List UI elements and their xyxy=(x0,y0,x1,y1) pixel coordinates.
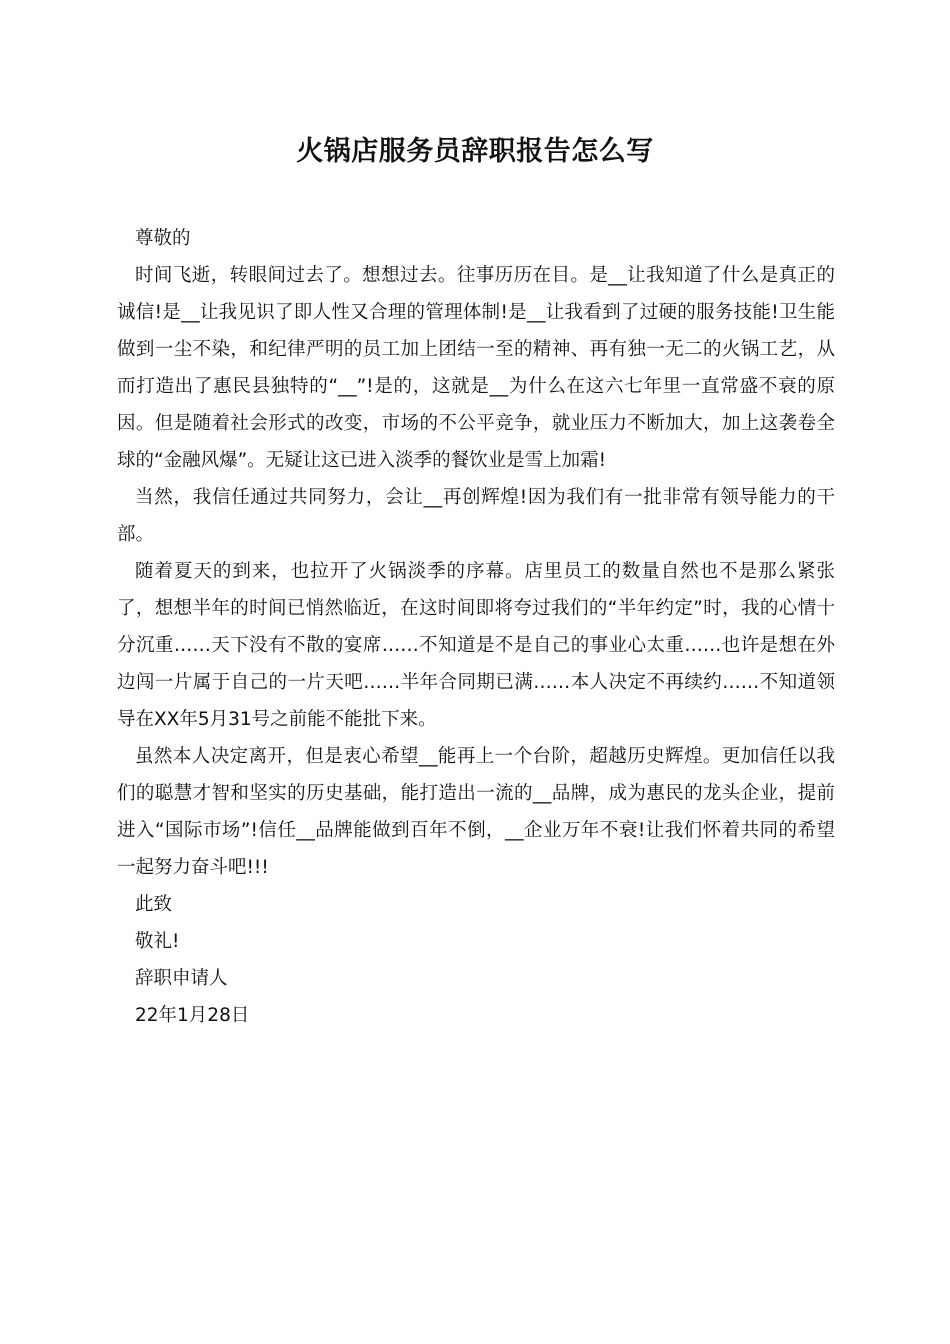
signature-date: 22年1月28日 xyxy=(135,1005,250,1026)
document-body xyxy=(117,220,835,1034)
paragraph-1: 时间飞逝，转眼间过去了。想想过去。往事历历在目。是__让我知道了什么是真正的诚信!是__让我见识了即人性又合理的管理体制!是__让我看到了过硬的服务技能!卫生能做到一尘不染，和纪律严明的员工加上团结一至的精神、再有独一无二的火锅工艺，从而打造出了惠民县独特的“__”!是的，这就是__为什么在这六七年里一直常盛不衰的原因。但是随着社会形式的改变，市场的不公平竞争，就业压力不断加大，加上这袭卷全球的“金融风爆”。无疑让这已进入淡季的餐饮业是雪上加霜! xyxy=(117,265,835,471)
paragraph-4: 虽然本人决定离开，但是衷心希望__能再上一个台阶，超越历史辉煌。更加信任以我们的聪慧才智和坚实的历史基础，能打造出一流的__品牌，成为惠民的龙头企业，提前进入“国际市场”!信任__品牌能做到百年不倒，__企业万年不衰!让我们怀着共同的希望一起努力奋斗吧!!! xyxy=(117,746,835,878)
paragraph-3: 随着夏天的到来，也拉开了火锅淡季的序幕。店里员工的数量自然也不是那么紧张了，想想半年的时间已悄然临近，在这时间即将夸过我们的“半年约定”时，我的心情十分沉重……天下没有不散的宴席……不知道是不是自己的事业心太重……也许是想在外边闯一片属于自己的一片天吧……半年合同期已满……本人决定不再续约……不知道领导在XX年5月31号之前能不能批下来。 xyxy=(117,561,835,730)
paragraph-2: 当然，我信任通过共同努力，会让__再创辉煌!因为我们有一批非常有领导能力的干部。 xyxy=(117,487,835,545)
signer-label: 辞职申请人 xyxy=(135,968,228,989)
closing-respectfully: 此致 xyxy=(135,894,173,915)
salutation: 尊敬的 xyxy=(135,228,191,249)
document-title: 火锅店服务员辞职报告怎么写 xyxy=(296,136,654,167)
closing-salute: 敬礼! xyxy=(135,931,180,952)
